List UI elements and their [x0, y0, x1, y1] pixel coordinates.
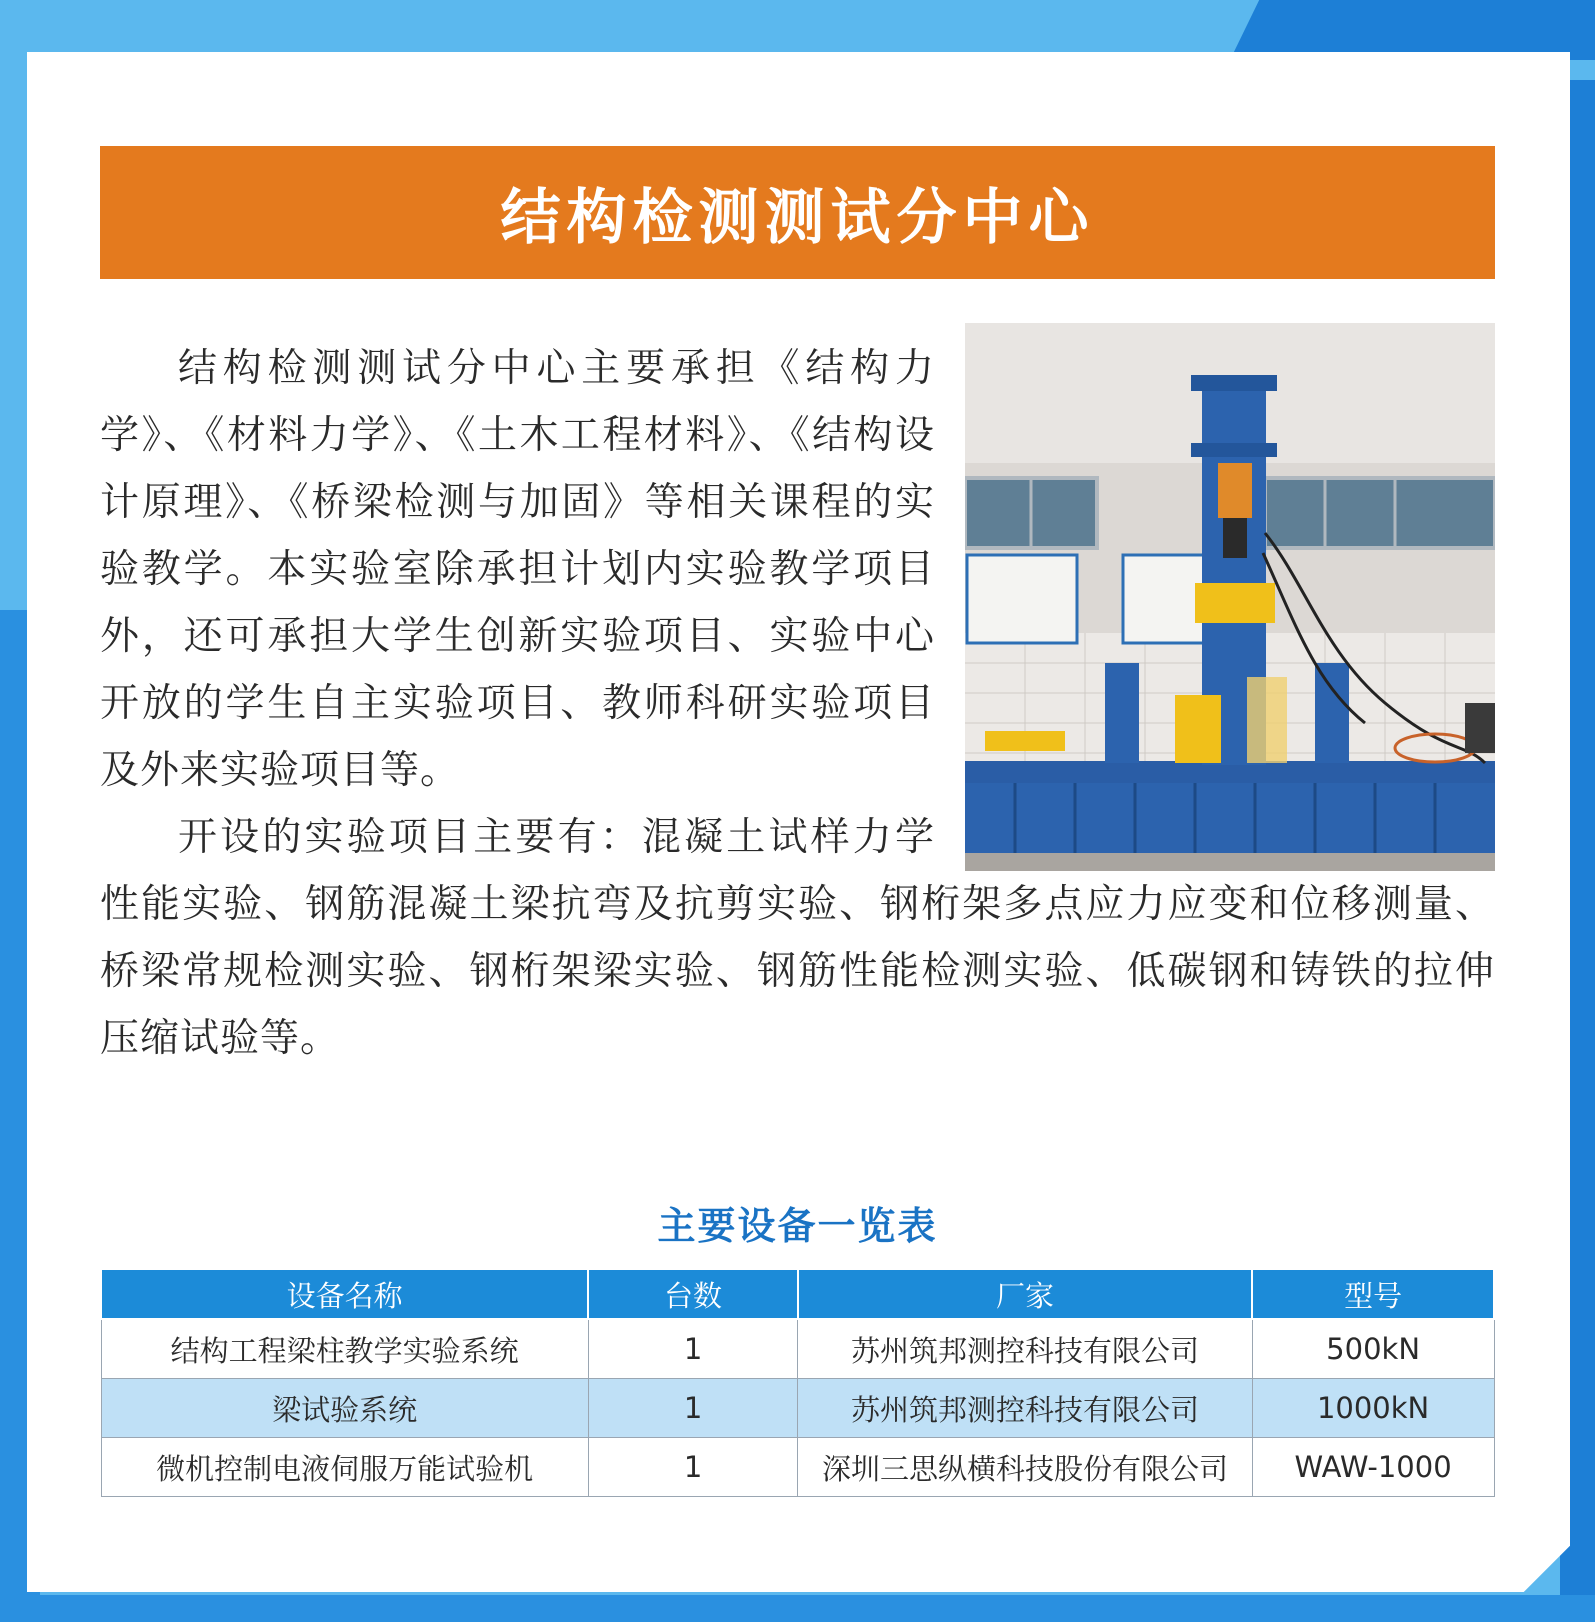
- cell-model: WAW-1000: [1252, 1438, 1494, 1497]
- table-row: [101, 1319, 1494, 1379]
- cell-manufacturer: 苏州筑邦测控科技有限公司: [798, 1319, 1252, 1379]
- header-equipment-name: 设备名称: [101, 1269, 588, 1319]
- description-paragraph: 开设的实验项目主要有：混凝土试样力学性能实验、钢筋混凝土梁抗弯及抗剪实验、钢桁架多点应力应变和位移测量、桥梁常规检测实验、钢桁架梁实验、钢筋性能检测实验、低碳钢和铸铁的拉伸压缩试验等。: [100, 815, 1495, 1061]
- cell-model: 1000kN: [1252, 1379, 1494, 1438]
- lab-equipment-photo: [965, 323, 1495, 871]
- description: [100, 335, 1495, 1072]
- table-header-row: [101, 1269, 1494, 1319]
- background-accent-bottom: [0, 1595, 1595, 1622]
- cell-manufacturer: 深圳三思纵横科技股份有限公司: [798, 1438, 1252, 1497]
- cell-equipment-name: 梁试验系统: [101, 1379, 588, 1438]
- cell-quantity: 1: [588, 1319, 798, 1379]
- cell-model: 500kN: [1252, 1319, 1494, 1379]
- table-row: [101, 1379, 1494, 1438]
- title-bar: [100, 146, 1495, 279]
- header-quantity: 台数: [588, 1269, 798, 1319]
- description-paragraph: 结构检测测试分中心主要承担《结构力学》、《材料力学》、《土木工程材料》、《结构设计原理》、《桥梁检测与加固》等相关课程的实验教学。本实验室除承担计划内实验教学项目外，还可承担大学生创新实验项目、实验中心开放的学生自主实验项目、教师科研实验项目及外来实验项目等。: [100, 346, 935, 793]
- cell-equipment-name: 结构工程梁柱教学实验系统: [101, 1319, 588, 1379]
- table-row: [101, 1438, 1494, 1497]
- background-accent-top: [1230, 0, 1595, 60]
- header-manufacturer: 厂家: [798, 1269, 1252, 1319]
- page-title: 结构检测测试分中心: [500, 182, 1095, 253]
- cell-quantity: 1: [588, 1379, 798, 1438]
- table-title: 主要设备一览表: [657, 1204, 938, 1248]
- equipment-table: [100, 1268, 1495, 1497]
- cell-equipment-name: 微机控制电液伺服万能试验机: [101, 1438, 588, 1497]
- cell-manufacturer: 苏州筑邦测控科技有限公司: [798, 1379, 1252, 1438]
- header-model: 型号: [1252, 1269, 1494, 1319]
- cell-quantity: 1: [588, 1438, 798, 1497]
